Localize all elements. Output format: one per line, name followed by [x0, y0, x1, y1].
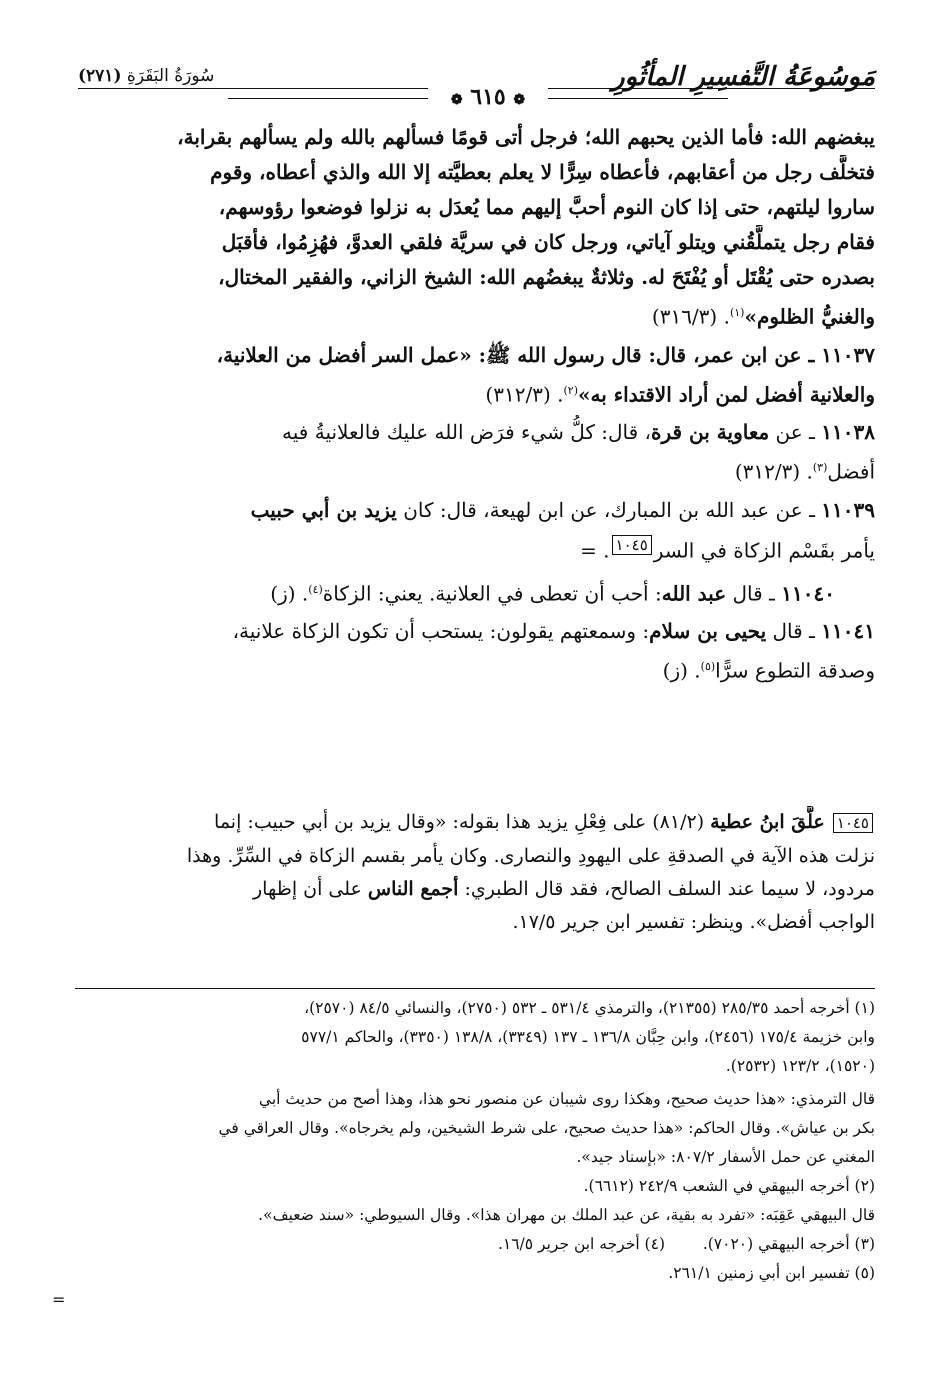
text-line: نزلت هذه الآية في الصدقةِ على اليهودِ والنصارى. وكان يأمر بقسم الزكاة في السِّرِّ. وهذا: [186, 845, 875, 867]
entry-number: ١١٠٣٧: [821, 342, 875, 367]
margin-mark: =: [52, 1290, 66, 1309]
entry-number: ١١٠٤١: [821, 619, 875, 644]
footnote-ref: (١): [729, 306, 745, 319]
footnote-line: [75, 1230, 875, 1259]
athar-11037: ١١٠٣٧ ـ عن ابن عمر، قال: قال رسول الله ﷺ: «عمل السر أفضل من العلانية، والعلانية أفضل لمن أراد الاقتداء به»$^{(٢)}$. (٣١٢/٣): [216, 342, 875, 407]
athar-11040: ١١٠٤٠ ـ قال عبد الله: أحب أن تعطى في العلانية. يعني: الزكاة$^{(٤)}$. (ز): [270, 581, 835, 606]
book-title: مَوسُوعَةُ التَّفسِيرِ المأثُورِ: [612, 62, 875, 92]
footnote-ref: (٣): [812, 461, 828, 475]
volume-ref: . (٣١٢/٣): [485, 382, 564, 407]
entry-number: ١١٠٣٨: [821, 420, 875, 445]
footnote-line: (١٥٢٠)، ١٢٣/٢ (٢٥٣٢).: [725, 1057, 875, 1075]
athar-11038: ١١٠٣٨ ـ عن معاوية بن قرة، قال: كلُّ شيء فرَض الله عليك فالعلانيةُ فيه أفضل$^{(٣)}$. (٣١٢/٣): [282, 420, 875, 484]
athar-11039: ١١٠٣٩ ـ عن عبد الله بن المبارك، عن ابن لهيعة، قال: كان يزيد بن أبي حبيب يأمر بقَسْم الزكاة في السر$^{١٠٤٥}$. =: [250, 497, 875, 563]
main-text: [75, 120, 875, 689]
text-line: يبغضهم الله: فأما الذين يحبهم الله؛ فرجل أتى قومًا فسألهم بالله ولم يسألهم بقرابة،: [177, 125, 875, 149]
text-line: بصدره حتى يُقْتَل أو يُفْتَحَ له. وثلاثةٌ يبغضُهم الله: الشيخ الزاني، والفقير المختال،: [218, 265, 875, 289]
footnote-3: (٣) أخرجه البيهقي (٧٠٢٠).: [702, 1235, 875, 1253]
narrator-name: عبد الله: [661, 581, 727, 606]
footnote-line: (٥) تفسير ابن أبي زمنين ٢٦١/١.: [668, 1264, 875, 1282]
narrator-name: معاوية بن قرة: [650, 420, 770, 445]
footnote-ref: (٤): [308, 582, 323, 596]
ornament-icon: ❁: [450, 92, 463, 108]
volume-ref: . (٣١٦/٣): [651, 304, 730, 329]
text-line: والغنيُّ الظلوم»$^{(١)}$. (٣١٦/٣): [651, 304, 875, 329]
verse-number: (٢٧١): [78, 66, 122, 86]
footnote-line: المغني عن حمل الأسفار ٨٠٧/٢: «بإسناد جيد».: [576, 1148, 875, 1166]
surah-heading: [78, 66, 214, 86]
narrator-name: يحيى بن سلام: [649, 619, 767, 644]
commentary-number-box: ١٠٤٥: [833, 813, 873, 833]
footnote-4: (٤) أخرجه ابن جرير ١٦/٥.: [497, 1235, 665, 1253]
footnote-line: بكر بن عياش». وقال الحاكم: «هذا حديث صحيح، على شرط الشيخين، ولم يخرجاه». وقال العراقي في: [218, 1119, 875, 1137]
footnote-ref: (٢): [563, 383, 578, 397]
footnote-line: قال البيهقي عَقِبَه: «تفرد به بقية، عن عبد الملك بن مهران هذا». وقال السيوطي: «سند ضعيف».: [258, 1206, 875, 1224]
text-line: الواجب أفضل». وينظر: تفسير ابن جرير ١٧/٥.: [512, 911, 875, 933]
volume-ref: . (٣١٢/٣): [734, 459, 813, 484]
footnote-line: وابن خزيمة ١٧٥/٤ (٢٤٥٦)، وابن حِبَّان ١٣٦/٨ ـ ١٣٧ (٣٣٤٩)، ١٣٨/٨ (٣٣٥٠)، والحاكم ٥٧٧/١: [301, 1028, 875, 1046]
footnotes: [75, 994, 875, 1288]
footnote-divider: [75, 988, 875, 989]
footnote-line: (٢) أخرجه البيهقي في الشعب ٢٤٢/٩ (٦٦١٢).: [583, 1177, 875, 1195]
ornament-icon: ❁: [513, 92, 526, 108]
surah-name: سُورَةُ البَقَرَةِ: [126, 66, 215, 86]
page-number: ❁ ٦١٥ ❁: [428, 84, 548, 110]
text-line: ساروا ليلتهم، حتى إذا كان النوم أحبَّ إليهم مما يُعدَل به نزلوا فوضعوا رؤوسهم،: [218, 195, 875, 219]
page-header: [78, 58, 875, 118]
text-line: فقام رجل يتملَّقُني ويتلو آياتي، ورجل كان في سريَّة فلقي العدوَّ، فهُزِمُوا، فأقبَل: [221, 230, 875, 254]
footnote-line: (١) أخرجه أحمد ٢٨٥/٣٥ (٢١٣٥٥)، والترمذي ٥٣١/٤ ـ ٥٣٢ (٢٧٥٠)، والنسائي ٨٤/٥ (٢٥٧٠)،: [304, 999, 875, 1017]
commentary-ref-box: ١٠٤٥: [612, 535, 652, 555]
footnote-line: قال الترمذي: «هذا حديث صحيح، وهكذا روى شيبان عن منصور نحو هذا، وهذا أصح من حديث أبي: [258, 1090, 875, 1108]
entry-number: ١١٠٤٠: [781, 581, 835, 606]
narrator-name: يزيد بن أبي حبيب: [250, 497, 397, 522]
athar-11041: ١١٠٤١ ـ قال يحيى بن سلام: وسمعتهم يقولون: يستحب أن تكون الزكاة علانية، وصدقة التطوع سرًّا$^{(٥)}$. (ز): [232, 619, 875, 683]
footnote-ref: (٥): [700, 660, 716, 674]
entry-number: ١١٠٣٩: [821, 497, 875, 522]
commentary-block: ١٠٤٥ علَّقَ ابنُ عطية (٨١/٢) على فِعْلِ يزيد هذا بقوله: «وقال يزيد بن أبي حبيب: إنما نزلت هذه الآية في الصدقةِ على اليهودِ والنصارى. وكان يأمر بقسم الزكاة في السِّرِّ. وهذا مردود، لا سيما عند السلف الصالح، فقد قال الطبري: أجمع الناس على أن إظهار الواجب أفضل». وينظر: تفسير ابن جرير ١٧/٥.: [75, 806, 875, 939]
text-line: فتخلَّف رجل من أعقابهم، فأعطاه سِرًّا لا يعلم بعطيَّته إلا الله والذي أعطاه، وقوم: [210, 160, 875, 184]
